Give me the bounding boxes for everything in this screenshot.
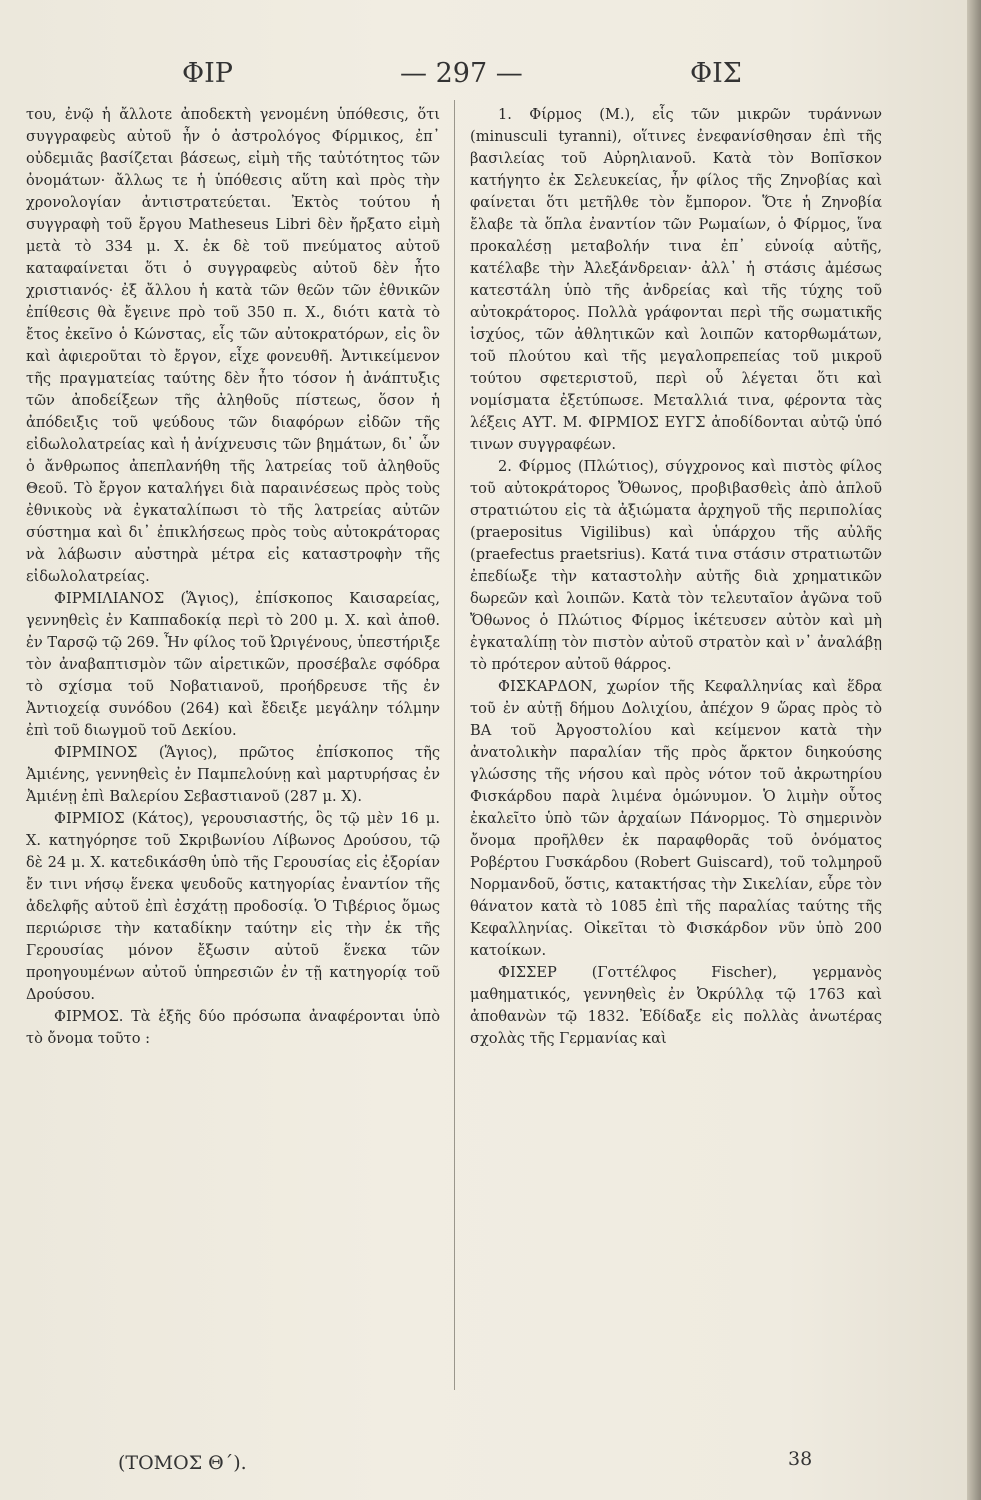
entry-firminos: ΦΙΡΜΙΝΟΣ (Ἅγιος), πρῶτος ἐπίσκοπος τῆς Ἀμιένης, γεννηθεὶς ἐν Παμπελούνῃ καὶ μαρτυρήσας ἐν Ἀμιένῃ ἐπὶ Βαλερίου Σεβαστιανοῦ (287 μ. Χ). xyxy=(26,744,440,805)
entry-firmos-2: 2. Φίρμος (Πλώτιος), σύγχρονος καὶ πιστὸς φίλος τοῦ αὐτοκράτορος Ὄθωνος, προβιβασθεὶς ἀπὸ ἁπλοῦ στρατιώτου εἰς τὰ ἀξιώματα ἀρχηγοῦ τῆς περιπολίας (praepositus Vigilibus) καὶ ὑπάρχου τῆς αὐλῆς (praefectus praetsrius). Κατά τινα στάσιν στρατιωτῶν ἐπεδίωξε τὴν καταστολὴν αὐτῆς διὰ χρηματικῶν δωρεῶν καὶ λοιπῶν. Κατὰ τὸν τελευταῖον ἀγῶνα τοῦ Ὄθωνος ὁ Πλώτιος Φίρμος ἱκέτευσεν αὐτὸν καὶ μὴ ἐγκαταλίπῃ τὸν πιστὸν αὐτοῦ στρατὸν καὶ ν᾽ ἀναλάβῃ τὸ πρότερον αὐτοῦ θάρρος. xyxy=(470,458,882,673)
header-right: ΦΙΣ xyxy=(690,58,742,89)
left-column xyxy=(26,104,440,1050)
entry-firmos-1: 1. Φίρμος (Μ.), εἷς τῶν μικρῶν τυράννων (minusculi tyranni), οἵτινες ἐνεφανίσθησαν ἐπὶ τῆς βασιλείας τοῦ Αὐρηλιανοῦ. Κατὰ τὸν Βοπῖσκον κατήγητο ἐκ Σελευκείας, ἦν φίλος τῆς Ζηνοβίας καὶ φαίνεται ὅτι μετῆλθε τὸν ἔμπορον. Ὅτε ἡ Ζηνοβία ἔλαβε τὰ ὅπλα ἐναντίον τῶν Ρωμαίων, ὁ Φίρμος, ἵνα προκαλέσῃ μεταβολήν τινα ἐπ᾽ εὐνοίᾳ αὐτῆς, κατέλαβε τὴν Ἀλεξάνδρειαν· ἀλλ᾽ ἡ στάσις ἀμέσως κατεστάλη ὑπὸ τῆς ἀνδρείας καὶ τῆς τύχης τοῦ αὐτοκράτορος. Πολλὰ γράφονται περὶ τῆς σωματικῆς ἰσχύος, τῶν ἀθλητικῶν καὶ λοιπῶν κατορθωμάτων, τοῦ πλούτου καὶ τῆς μεγαλοπρεπείας τοῦ μικροῦ τούτου σφετεριστοῦ, περὶ οὗ λέγεται ὅτι καὶ νομίσματα ἐξετύπωσε. Μεταλλιά τινα, φέροντα τὰς λέξεις ΑΥΤ. Μ. ΦΙΡΜΙΟΣ ΕΥΓΣ ἀποδίδονται αὐτῷ ὑπό τινων συγγραφέων. xyxy=(470,106,882,453)
column-divider xyxy=(454,100,455,1390)
header-left: ΦΙΡ xyxy=(182,58,233,89)
signature-number: 38 xyxy=(788,1448,813,1470)
entry-firmios: ΦΙΡΜΙΟΣ (Κάτος), γερουσιαστής, ὃς τῷ μὲν 16 μ. Χ. κατηγόρησε τοῦ Σκριβωνίου Λίβωνος Δρούσου, τῷ δὲ 24 μ. Χ. κατεδικάσθη ὑπὸ τῆς Γερουσίας εἰς ἐξορίαν ἔν τινι νήσῳ ἕνεκα ψευδοῦς κατηγορίας ἐναντίον τῆς ἀδελφῆς αὐτοῦ ἐπὶ ἐσχάτῃ προδοσίᾳ. Ὁ Τιβέριος ὅμως περιώρισε τὴν καταδίκην ταύτην εἰς τὴν ἐκ τῆς Γερουσίας μόνον ἔξωσιν αὐτοῦ ἕνεκα τῶν προηγουμένων αὐτοῦ ὑπηρεσιῶν ἐν τῇ κατηγορίᾳ τοῦ Δρούσου. xyxy=(26,810,440,1003)
page-number: — 297 — xyxy=(400,58,523,89)
entry-fisser: ΦΙΣΣΕΡ (Γοττέλφος Fischer), γερμανὸς μαθηματικός, γεννηθεὶς ἐν Ὀκρύλλᾳ τῷ 1763 καὶ ἀποθανὼν τῷ 1832. Ἐδίδαξε εἰς πολλὰς ἀνωτέρας σχολὰς τῆς Γερμανίας καὶ xyxy=(470,964,882,1047)
volume-label: (ΤΟΜΟΣ Θ΄). xyxy=(118,1452,247,1474)
entry-fiskardon: ΦΙΣΚΑΡΔΟΝ, χωρίον τῆς Κεφαλληνίας καὶ ἕδρα τοῦ ἐν αὐτῇ δήμου Δολιχίου, ἀπέχον 9 ὥρας πρὸς τὸ ΒΑ τοῦ Ἀργοστολίου καὶ κείμενον κατὰ τὴν ἀνατολικὴν παραλίαν τῆς πρὸς ἄρκτον διηκούσης γλώσσης τῆς νήσου καὶ πρὸς νότον τοῦ ἀκρωτηρίου Φισκάρδου παρὰ λιμένα ὁμώνυμον. Ὁ λιμὴν οὗτος ἐκαλεῖτο ὑπὸ τῶν ἀρχαίων Πάνορμος. Τὸ σημερινὸν ὄνομα προῆλθεν ἐκ παραφθορᾶς τοῦ ὀνόματος Ροβέρτου Γυσκάρδου (Robert Guiscard), τοῦ τολμηροῦ Νορμανδοῦ, ὅστις, κατακτήσας τὴν Σικελίαν, εὗρε τὸν θάνατον κατὰ τὸ 1085 ἐπὶ τῆς παραλίας ταύτης τῆς Κεφαλληνίας. Οἰκεῖται τὸ Φισκάρδον νῦν ὑπὸ 200 κατοίκων. xyxy=(470,678,882,959)
book-spine-edge xyxy=(967,0,981,1500)
entry-text: του, ἐνῷ ἡ ἄλλοτε ἀποδεκτὴ γενομένη ὑπόθεσις, ὅτι συγγραφεὺς αὐτοῦ ἦν ὁ ἀστρολόγος Φίρμικος, ἐπ᾽ οὐδεμιᾶς βασίζεται βάσεως, εἰμὴ τῆς ταὐτότητος τῶν ὀνομάτων· ἄλλως τε ἡ ὑπόθεσις αὕτη καὶ πρὸς τὴν χρονολογίαν ἀντιστρατεύεται. Ἐκτὸς τούτου ἡ συγγραφὴ τοῦ ἔργου Matheseus Libri δὲν ἤρξατο εἰμὴ μετὰ τὸ 334 μ. Χ. ἐκ δὲ τοῦ πνεύματος αὐτοῦ καταφαίνεται ὅτι ὁ συγγραφεὺς αὐτοῦ δὲν ἦτο χριστιανός· ἐξ ἄλλου ἡ κατὰ τῶν θεῶν τῶν ἐθνικῶν ἐπίθεσις θὰ ἔγεινε πρὸ τοῦ 350 π. Χ., διότι κατὰ τὸ ἔτος ἐκεῖνο ὁ Κώνστας, εἷς τῶν αὐτοκρατόρων, εἰς ὃν καὶ ἀφιεροῦται τὸ ἔργον, εἶχε φονευθῆ. Ἀντικείμενον τῆς πραγματείας ταύτης δὲν ἦτο τόσον ἡ ἀνάπτυξις τῶν ἀποδείξεων τῆς ἀληθοῦς πίστεως, ὅσον ἡ ἀπόδειξις τοῦ ψεύδους τῶν διαφόρων εἰδῶν τῆς εἰδωλολατρείας καὶ ἡ ἀνίχνευσις τῶν βημάτων, δι᾽ ὧν ὁ ἄνθρωπος ἀπεπλανήθη τῆς λατρείας τοῦ ἀληθοῦς Θεοῦ. Τὸ ἔργον καταλήγει διὰ παραινέσεως πρὸς τοὺς ἐθνικοὺς νὰ ἐγκαταλίπωσι τὸ τῆς λατρείας αὐτῶν σύστημα καὶ δι᾽ ἐπικλήσεως πρὸς τοὺς αὐτοκράτορας νὰ λάβωσιν αὐστηρὰ μέτρα εἰς καταστροφὴν τῆς εἰδωλολατρείας. xyxy=(26,106,440,585)
running-header xyxy=(0,58,981,98)
right-column xyxy=(470,104,882,1050)
entry-firmos: ΦΙΡΜΟΣ. Τὰ ἑξῆς δύο πρόσωπα ἀναφέρονται ὑπὸ τὸ ὄνομα τοῦτο : xyxy=(26,1008,440,1047)
entry-firmilianos: ΦΙΡΜΙΛΙΑΝΟΣ (Ἅγιος), ἐπίσκοπος Καισαρείας, γεννηθεὶς ἐν Καππαδοκίᾳ περὶ τὸ 200 μ. Χ. καὶ ἀποθ. ἐν Ταρσῷ τῷ 269. Ἦν φίλος τοῦ Ὠριγένους, ὑπεστήριξε τὸν ἀναβαπτισμὸν τῶν αἱρετικῶν, προσέβαλε σφόδρα τὸ σχίσμα τοῦ Νοβατιανοῦ, προήδρευσε τῆς ἐν Ἀντιοχείᾳ συνόδου (264) καὶ ἔδειξε μεγάλην τόλμην ἐπὶ τοῦ διωγμοῦ τοῦ Δεκίου. xyxy=(26,590,440,739)
